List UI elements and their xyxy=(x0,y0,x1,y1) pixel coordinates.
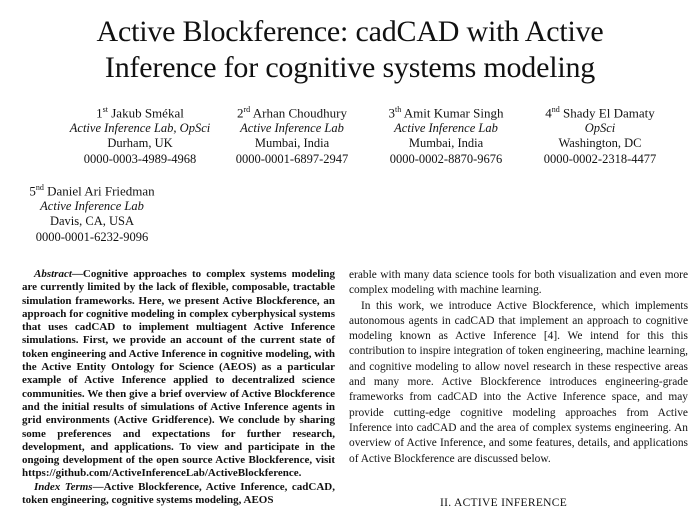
author-block-4 xyxy=(526,102,674,167)
author-affiliation: Active Inference Lab xyxy=(240,120,344,135)
body-paragraph-2: In this work, we introduce Active Blockference, which implements autonomous agents in cadCAD that implement an approach to cognitive modeling known as Active Inference [4]. We intend for this this contribution to inspire integration of token engineering, machine learning, and cognitive modeling to allow novel research in these respective areas and many more. Active Blockference introduces engineering-grade frameworks from cadCAD into the Active Inference space, and may provide cutting-edge cognitive modeling approaches from Active Inference into cadCAD and the area of complex systems engineering. An overview of Active Inference, and some features, details, and applications of Active Blockference are discussed below. xyxy=(349,299,688,465)
author-name-line: 2rd Arhan Choudhury xyxy=(237,105,347,121)
author-orcid: 0000-0001-6897-2947 xyxy=(235,151,349,166)
author-name: Daniel Ari Friedman xyxy=(47,183,155,199)
index-terms-text: —Active Blockference, Active Inference, cadCAD, token engineering, cognitive systems modeling, AEOS xyxy=(22,480,335,507)
author-block-1 xyxy=(52,102,228,167)
author-block-5 xyxy=(18,180,166,245)
author-name: Jakub Smékal xyxy=(111,105,184,121)
left-column xyxy=(22,268,335,507)
body-paragraph-1: erable with many data science tools for both visualization and even more complex modeling with machine learning. xyxy=(349,269,688,297)
index-terms-heading: Index Terms xyxy=(34,480,93,493)
author-location: Durham, UK xyxy=(107,136,173,151)
index-terms xyxy=(22,481,335,508)
author-orcid: 0000-0002-2318-4477 xyxy=(543,151,657,166)
author-name-line: 3th Amit Kumar Singh xyxy=(388,105,504,121)
abstract-text: —Cognitive approaches to complex systems modeling are currently limited by the lack of flexible, composable, tractable simulation frameworks. Here, we present Active Blockference, an approach for cognitive modeling in complex cyberphysical systems that uses cadCAD to implement multiagent Active Inference simulations. First, we provide an account of the current state of token engineering and Active Inference in cognitive modeling, with the Active Entity Ontology for Science (AEOS) as a particular example of Active Inference applied to decentralized science communities. We then give a brief overview of Active Blockference and the initial results of simulations of Active Inference agents in grid environments (Active Gridference). We conclude by sharing some preferences and expectations for further research, development, and applications. To view and participate in the ongoing development of the open source Active Blockference, visit https://github.com/ActiveInferenceLab/ActiveBlockference. xyxy=(22,268,335,480)
author-name: Shady El Damaty xyxy=(563,105,655,121)
title-line-2: Inference for cognitive systems modeling xyxy=(104,51,596,84)
author-name-line: 4nd Shady El Damaty xyxy=(545,105,655,121)
author-name-line: 1st Jakub Smékal xyxy=(96,105,184,121)
author-location: Washington, DC xyxy=(558,136,642,151)
author-name: Amit Kumar Singh xyxy=(403,105,504,121)
title-line-1: Active Blockference: cadCAD with Active xyxy=(96,15,604,48)
paper-title xyxy=(0,14,700,86)
author-orcid: 0000-0003-4989-4968 xyxy=(83,151,197,166)
author-name: Arhan Choudhury xyxy=(252,105,347,121)
author-location: Mumbai, India xyxy=(408,136,484,151)
section-heading: II. ACTIVE INFERENCE xyxy=(440,497,568,509)
author-orcid: 0000-0001-6232-9096 xyxy=(35,229,149,244)
abstract-heading: Abstract xyxy=(34,268,72,280)
abstract xyxy=(22,268,335,481)
author-affiliation: Active Inference Lab xyxy=(394,120,498,135)
author-affiliation: Active Inference Lab xyxy=(40,198,144,213)
author-affiliation: Active Inference Lab, OpSci xyxy=(69,120,211,135)
author-name-line: 5nd Daniel Ari Friedman xyxy=(29,183,155,199)
author-affiliation: OpSci xyxy=(584,120,616,135)
author-block-2 xyxy=(222,102,362,167)
author-orcid: 0000-0002-8870-9676 xyxy=(389,151,503,166)
author-block-3 xyxy=(372,102,520,167)
right-column xyxy=(349,268,688,467)
author-location: Mumbai, India xyxy=(254,136,330,151)
author-location: Davis, CA, USA xyxy=(49,214,135,229)
